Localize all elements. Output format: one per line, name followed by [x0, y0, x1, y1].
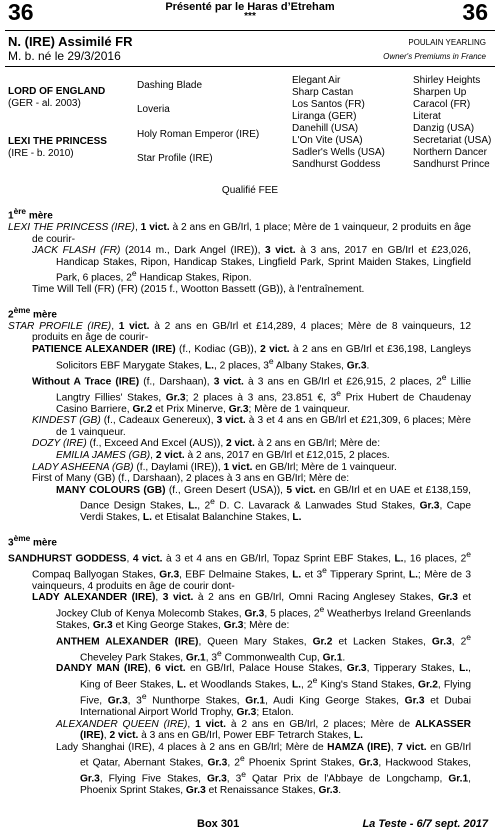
first-dam-title: 1ère mère [8, 206, 53, 222]
great-grandparent: Elegant Air [292, 75, 341, 86]
dam-paragraph: STAR PROFILE (IRE), 1 vict. à 2 ans en GB/Irl et £14,289, 4 places; Mère de 8 vainqueurs, 12 produits en âge de courir- [8, 320, 471, 344]
dam-info: (IRE - b. 2010) [8, 148, 74, 159]
great-grandparent: Liranga (GER) [292, 111, 357, 122]
consignor-line: Présenté par le Haras d’Etreham [165, 1, 335, 13]
great-grandparent: Sharp Castan [292, 87, 354, 98]
produce-paragraph: Time Will Tell (FR) (FR) (2015 f., Wootton Bassett (GB)), à l'entraînement. [32, 284, 365, 296]
qualification: Qualifié FEE [221, 185, 279, 196]
produce-paragraph: Lady Shanghai (IRE), 4 places à 2 ans en GB/Irl; Mère de HAMZA (IRE), 7 vict. en GB/Irl et Qatar, Abernant Stakes, Gr.3, 2e Phoenix Sprint Stakes, Gr.3, Hackwood Stakes, Gr.3, Flying Five Stakes, Gr.3, 3e Qatar Prix de l'Abbaye de Longchamp, Gr.1, Phoenix Sprint Stakes, Gr.3 et Renaissance Stakes, Gr.3. [56, 741, 472, 797]
horse-sex: POULAIN YEARLING [408, 38, 486, 47]
great-great-grandparent: Danzig (USA) [413, 123, 475, 134]
produce-paragraph: ALEXANDER QUEEN (IRE), 1 vict. à 2 ans en GB/Irl, 2 places; Mère de ALKASSER (IRE), 2 vict. à 3 ans en GB/Irl, Power EBF Tetrarch Stakes, L. [56, 718, 471, 742]
produce-paragraph: DOZY (IRE) (f., Exceed And Excel (AUS)), 2 vict. à 2 ans en GB/Irl; Mère de: [32, 438, 381, 450]
produce-paragraph: PATIENCE ALEXANDER (IRE) (f., Kodiac (GB)), 2 vict. à 2 ans en GB/Irl et £36,198, Langleys Solicitors EBF Marygate Stakes, L., 2 places, 3e Albany Stakes, Gr.3. [32, 343, 471, 371]
dam-paragraph: SANDHURST GODDESS, 4 vict. à 3 et 4 ans en GB/Irl, Topaz Sprint EBF Stakes, L., 16 places, 2e Compaq Ballyogan Stakes, Gr.3, EBF Delmaine Stakes, L. et 3e Tipperary Sprint, L.; Mère de 3 vainqueurs, 4 produits en âge de courir dont- [8, 548, 472, 592]
great-great-grandparent: Northern Dancer [413, 147, 487, 158]
great-grandparent: Sadler's Wells (USA) [292, 147, 385, 158]
great-great-grandparent: Sharpen Up [413, 87, 467, 98]
produce-paragraph: ANTHEM ALEXANDER (IRE), Queen Mary Stakes, Gr.2 et Lacken Stakes, Gr.3, 2e Cheveley Park Stakes, Gr.1, 3e Commonwealth Cup, Gr.1. [56, 631, 471, 663]
sire: LORD OF ENGLAND [8, 86, 106, 97]
grandparent: Loveria [137, 104, 170, 115]
second-dam-title: 2ème mère [8, 304, 57, 321]
great-grandparent: Danehill (USA) [292, 123, 359, 134]
great-great-grandparent: Sandhurst Prince [413, 159, 490, 170]
great-great-grandparent: Shirley Heights [413, 75, 481, 86]
produce-paragraph: DANDY MAN (IRE), 6 vict. en GB/Irl, Palace House Stakes, Gr.3, Tipperary Stakes, L., King of Beer Stakes, L. et Woodlands Stakes, L., 2e King's Stand Stakes, Gr.2, Flying Five, Gr.3, 3e Nunthorpe Stakes, Gr.1, Audi King George Stakes, Gr.3 et Dubai International Airport World Trophy, Gr.3; Etalon. [56, 663, 472, 719]
divider [5, 66, 495, 67]
produce-paragraph: JACK FLASH (FR) (2014 m., Dark Angel (IRE)), 3 vict. à 3 ans, 2017 en GB/Irl et £23,026, Handicap Stakes, Ripon, Handicap Stakes, Lingfield Park, Sprint Maiden Stakes, Lingfield Park, 6 places, 2e Handicap Stakes, Ripon. [32, 245, 471, 284]
produce-paragraph: LADY ALEXANDER (IRE), 3 vict. à 2 ans en GB/Irl, Omni Racing Anglesey Stakes, Gr.3 et Jockey Club of Kenya Molecomb Stakes, Gr.3, 5 places, 2e Weatherbys Ireland Greenlands Stakes, Gr.3 et King George Stakes, Gr.3; Mère de: [32, 592, 471, 631]
produce-paragraph: MANY COLOURS (GB) (f., Green Desert (USA)), 5 vict. en GB/Irl et en UAE et £138,159, Dance Design Stakes, L., 2e D. C. Lavarack & Lanwades Stud Stakes, Gr.3, Cape Verdi Stakes, L. et Etisalat Balanchine Stakes, L. [56, 484, 471, 524]
great-grandparent: Sandhurst Goddess [292, 159, 381, 170]
great-great-grandparent: Caracol (FR) [413, 99, 471, 110]
produce-paragraph: LADY ASHEENA (GB) (f., Daylami (IRE)), 1 vict. en GB/Irl; Mère de 1 vainqueur. [32, 461, 397, 473]
lot-number-left: 36 [8, 0, 34, 25]
produce-paragraph: EMILIA JAMES (GB), 2 vict. à 2 ans, 2017 en GB/Irl et £12,015, 2 places. [56, 449, 390, 461]
great-great-grandparent: Literat [413, 111, 441, 122]
catalogue-body [8, 206, 471, 797]
stars: *** [244, 11, 256, 22]
dam: LEXI THE PRINCESS [8, 136, 107, 147]
grandparent: Dashing Blade [137, 80, 203, 91]
grandparent: Holy Roman Emperor (IRE) [137, 129, 260, 140]
great-grandparent: Los Santos (FR) [292, 99, 365, 110]
owner-premiums: Owner's Premiums in France [383, 52, 486, 61]
sire-info: (GER - al. 2003) [8, 98, 81, 109]
grandparent: Star Profile (IRE) [137, 153, 213, 164]
page-header [0, 0, 500, 26]
lot-number-right: 36 [462, 0, 488, 25]
horse-info: M. b. né le 29/3/2016 [8, 49, 121, 63]
produce-paragraph: First of Many (GB) (f., Darshaan), 2 places à 3 ans en GB/Irl; Mère de: [32, 473, 350, 485]
produce-paragraph: KINDEST (GB) (f., Cadeaux Genereux), 3 vict. à 3 et 4 ans en GB/Irl et £21,309, 6 places; Mère de 1 vainqueur. [32, 415, 471, 438]
divider [5, 30, 495, 31]
third-dam-title: 3ème mère [8, 532, 57, 549]
sale-place-date: La Teste - 6/7 sept. 2017 [362, 818, 488, 830]
great-grandparent: L'On Vite (USA) [292, 135, 363, 146]
great-great-grandparent: Secretariat (USA) [413, 135, 492, 146]
dam-paragraph: LEXI THE PRINCESS (IRE), 1 vict. à 2 ans en GB/Irl, 1 place; Mère de 1 vainqueur, 2 produits en âge de courir- [8, 221, 471, 245]
box-number: Box 301 [197, 818, 240, 830]
produce-paragraph: Without A Trace (IRE) (f., Darshaan), 3 vict. à 3 ans en GB/Irl et £26,915, 2 places, 2e Lillie Langtry Fillies' Stakes, Gr.3; 2 places à 3 ans, 23.851 €, 3e Prix Hubert de Chaudenay Casino Barriere, Gr.2 et Prix Minerve, Gr.3; Mère de 1 vainqueur. [32, 371, 471, 415]
horse-name: N. (IRE) Assimilé FR [8, 34, 133, 49]
